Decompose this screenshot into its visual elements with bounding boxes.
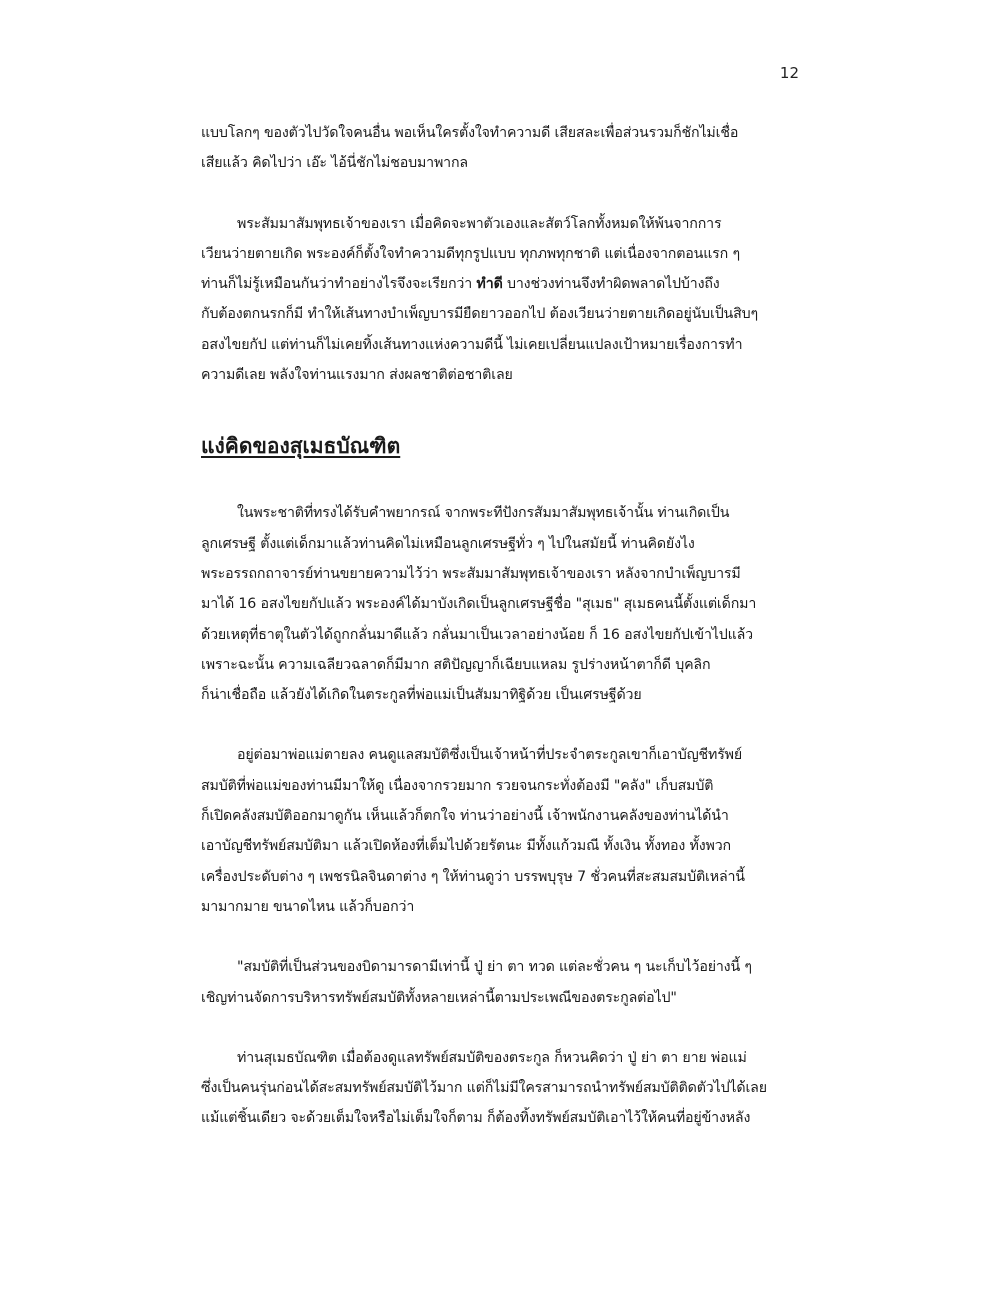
text-line: เวียนว่ายตายเกิด พระองค์ก็ตั้งใจทำความดีทุกรูปแบบ ทุกภพทุกชาติ แต่เนื่องจากตอนแรก ๆ xyxy=(201,245,740,262)
text-line: เครื่องประดับต่าง ๆ เพชรนิลจินดาต่าง ๆ ให้ท่านดูว่า บรรพบุรุษ 7 ชั่วคนที่สะสมสมบัติเหล่านี้ xyxy=(201,868,745,885)
text-line: แม้แต่ชิ้นเดียว จะด้วยเต็มใจหรือไม่เต็มใจก็ตาม ก็ต้องทิ้งทรัพย์สมบัติเอาไว้ให้คนที่อยู่ข้างหลัง xyxy=(201,1110,751,1127)
text-line: ความดีเลย พลังใจท่านแรงมาก ส่งผลชาติต่อชาติเลย xyxy=(201,367,513,384)
text-line: ก็น่าเชื่อถือ แล้วยังได้เกิดในตระกูลที่พ่อแม่เป็นสัมมาทิฐิด้วย เป็นเศรษฐีด้วย xyxy=(201,687,642,704)
text-line: ลูกเศรษฐี ตั้งแต่เด็กมาแล้วท่านคิดไม่เหมือนลูกเศรษฐีทั่ว ๆ ไปในสมัยนี้ ท่านคิดยังไง xyxy=(201,535,695,552)
paragraph-6 xyxy=(201,1043,811,1134)
text-line: พระอรรถกถาจารย์ท่านขยายความไว้ว่า พระสัมมาสัมพุทธเจ้าของเรา หลังจากบำเพ็ญบารมี xyxy=(201,565,741,582)
paragraph-5-quote xyxy=(201,952,811,1013)
page-body xyxy=(201,118,811,1134)
text-line: อสงไขยกัป แต่ท่านก็ไม่เคยทิ้งเส้นทางแห่งความดีนี้ ไม่เคยเปลี่ยนแปลงเป้าหมายเรื่องการทำ xyxy=(201,336,743,353)
text-line: ท่านสุเมธบัณฑิต เมื่อต้องดูแลทรัพย์สมบัติของตระกูล ก็หวนคิดว่า ปู่ ย่า ตา ยาย พ่อแม่ xyxy=(237,1049,747,1066)
paragraph-3 xyxy=(201,498,811,710)
text-line: เพราะฉะนั้น ความเฉลียวฉลาดก็มีมาก สติปัญญาก็เฉียบแหลม รูปร่างหน้าตาก็ดี บุคลิก xyxy=(201,656,711,673)
section-heading: แง่คิดของสุเมธบัณฑิต xyxy=(201,434,401,459)
text-line: ซึ่งเป็นคนรุ่นก่อนได้สะสมทรัพย์สมบัติไว้มาก แต่ก็ไม่มีใครสามารถนำทรัพย์สมบัติติดตัวไปได้เลย xyxy=(201,1080,767,1097)
text-segment: ท่านก็ไม่รู้เหมือนกันว่าทำอย่างไรจึงจะเรียกว่า xyxy=(201,276,477,293)
text-line: เชิญท่านจัดการบริหารทรัพย์สมบัติทั้งหลายเหล่านี้ตามประเพณีของตระกูลต่อไป" xyxy=(201,989,677,1006)
text-line: กับต้องตกนรกก็มี ทำให้เส้นทางบำเพ็ญบารมียืดยาวออกไป ต้องเวียนว่ายตายเกิดอยู่นับเป็นสิบๆ xyxy=(201,306,758,323)
text-line: แบบโลกๆ ของตัวไปวัดใจคนอื่น พอเห็นใครตั้งใจทำความดี เสียสละเพื่อส่วนรวมก็ชักไม่เชื่อ xyxy=(201,125,739,141)
paragraph-1 xyxy=(201,118,811,179)
text-line: "สมบัติที่เป็นส่วนของบิดามารดามีเท่านี้ ปู่ ย่า ตา ทวด แต่ละชั่วคน ๆ นะเก็บไว้อย่างนี้ ๆ xyxy=(237,959,752,976)
bold-term: ทำดี xyxy=(476,276,503,293)
paragraph-4 xyxy=(201,740,811,922)
text-line: ด้วยเหตุที่ธาตุในตัวได้ถูกกลั่นมาดีแล้ว กลั่นมาเป็นเวลาอย่างน้อย ก็ 16 อสงไขยกัปเข้าไปแล้ว xyxy=(201,626,753,643)
text-line: อยู่ต่อมาพ่อแม่ตายลง คนดูแลสมบัติซึ่งเป็นเจ้าหน้าที่ประจำตระกูลเขาก็เอาบัญชีทรัพย์ xyxy=(237,747,743,764)
text-line: สมบัติที่พ่อแม่ของท่านมีมาให้ดู เนื่องจากรวยมาก รวยจนกระทั่งต้องมี "คลัง" เก็บสมบัติ xyxy=(201,777,714,794)
text-line: เสียแล้ว คิดไปว่า เอ๊ะ ไอ้นี่ชักไม่ชอบมาพากล xyxy=(201,155,468,172)
text-line: มามากมาย ขนาดไหน แล้วก็บอกว่า xyxy=(201,898,415,915)
paragraph-2 xyxy=(201,209,811,391)
text-line: เอาบัญชีทรัพย์สมบัติมา แล้วเปิดห้องที่เต็มไปด้วยรัตนะ มีทั้งแก้วมณี ทั้งเงิน ทั้งทอง ทั้งพวก xyxy=(201,838,731,855)
text-segment: บางช่วงท่านจึงทำผิดพลาดไปบ้างถึง xyxy=(502,276,720,293)
text-line xyxy=(201,269,811,299)
text-line: ก็เปิดคลังสมบัติออกมาดูกัน เห็นแล้วก็ตกใจ ท่านว่าอย่างนี้ เจ้าพนักงานคลังของท่านได้นำ xyxy=(201,808,729,825)
text-line: มาได้ 16 อสงไขยกัปแล้ว พระองค์ได้มาบังเกิดเป็นลูกเศรษฐีชื่อ "สุเมธ" สุเมธคนนี้ตั้งแต่เด็กมา xyxy=(201,596,757,613)
text-line: ในพระชาติที่ทรงได้รับคำพยากรณ์ จากพระทีปังกรสัมมาสัมพุทธเจ้านั้น ท่านเกิดเป็น xyxy=(237,505,730,522)
page-number: 12 xyxy=(779,64,799,82)
text-line: พระสัมมาสัมพุทธเจ้าของเรา เมื่อคิดจะพาตัวเองและสัตว์โลกทั้งหมดให้พ้นจากการ xyxy=(237,215,722,232)
